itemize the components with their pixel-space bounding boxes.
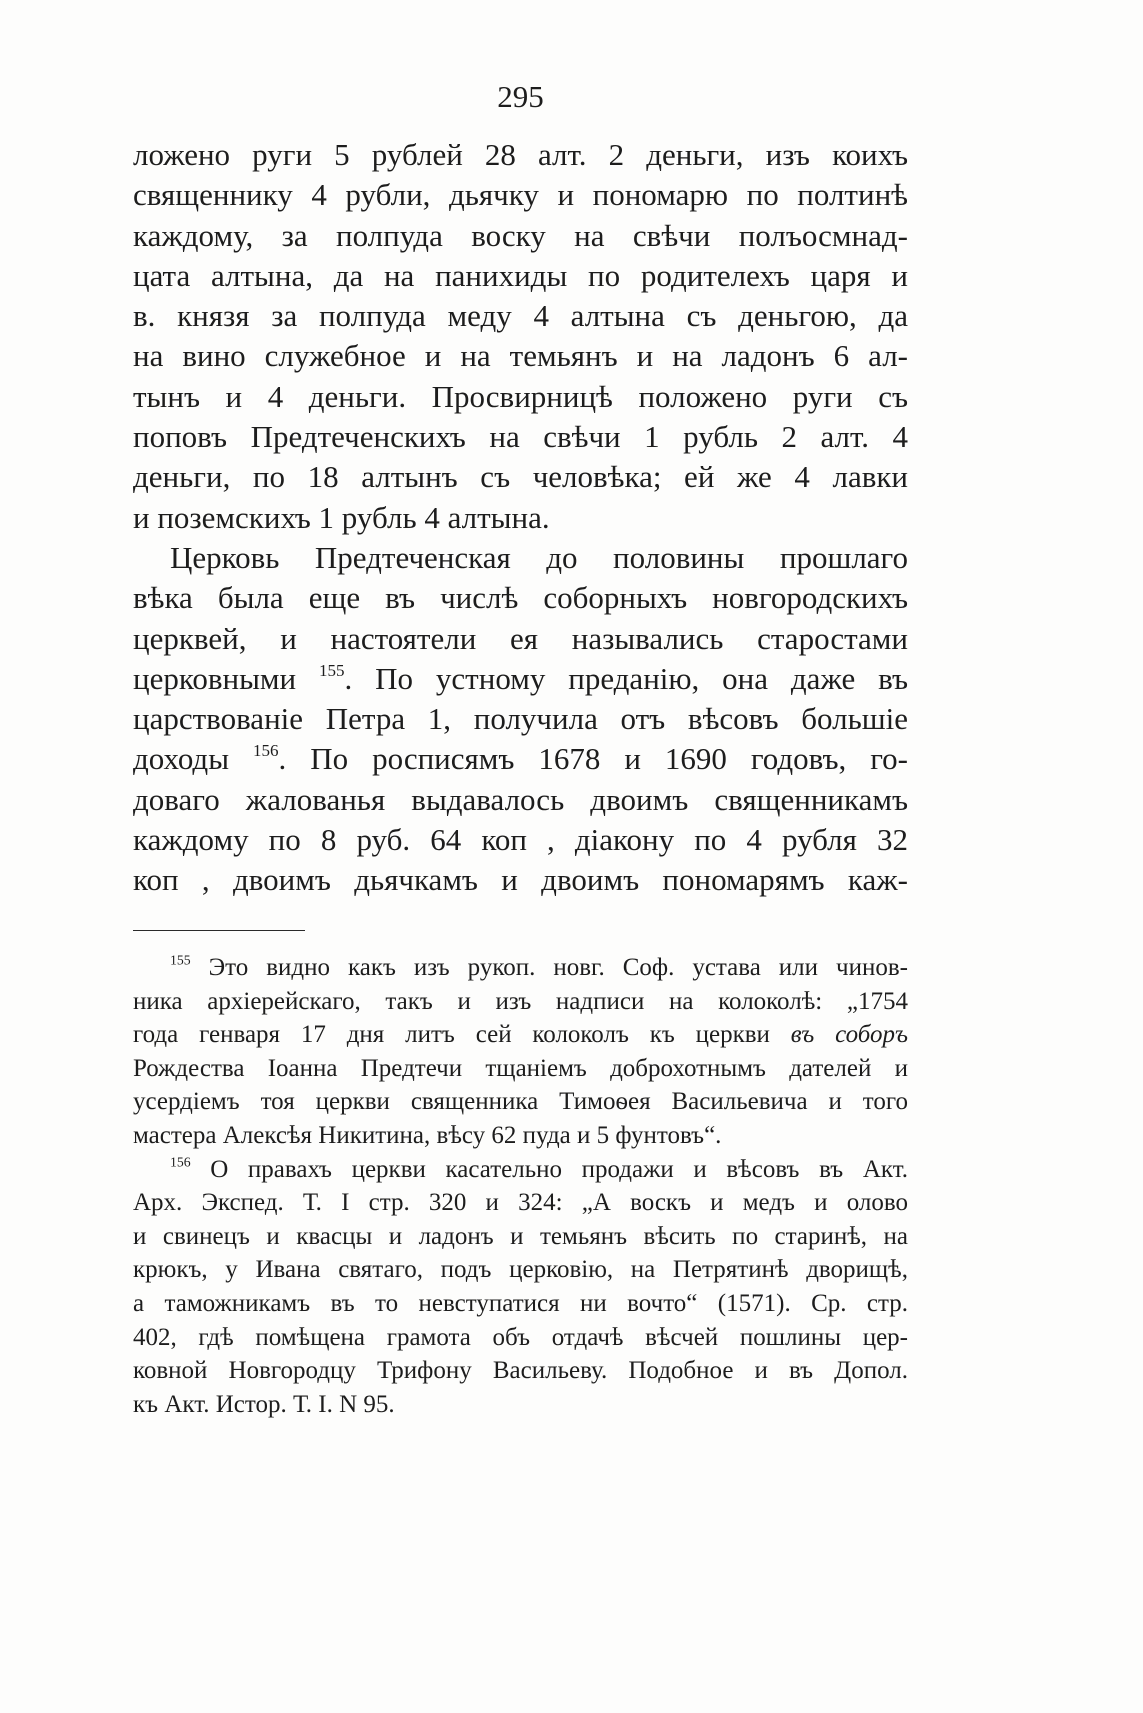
footnotes xyxy=(133,951,908,1421)
text-line: мастера Алексѣя Никитина, вѣсу 62 пуда и 5 фунтовъ“. xyxy=(133,1121,722,1149)
footnote-number: 156 xyxy=(170,1154,191,1170)
main-text xyxy=(133,135,908,901)
text-line xyxy=(133,951,908,985)
text-line: на вино служебное и на темьянъ и на ладонъ 6 ал- xyxy=(133,338,908,374)
text-line: каждому, за полпуда воску на свѣчи полъосмнад- xyxy=(133,217,908,253)
text-segment: церковными xyxy=(133,660,319,696)
italic-text: въ соборъ xyxy=(790,1021,908,1049)
text-line: вѣка была еще въ числѣ соборныхъ новгородскихъ xyxy=(133,580,908,616)
text-line xyxy=(133,659,908,699)
text-line xyxy=(133,739,908,779)
text-line: ковной Новгородцу Трифону Васильеву. Подобное и въ Допол. xyxy=(133,1357,908,1385)
footnote xyxy=(133,1153,908,1422)
text-line: царствованіе Петра 1, получила отъ вѣсовъ большіе xyxy=(133,701,908,737)
text-line: Церковь Предтеченская до половины прошлаго xyxy=(170,539,908,575)
footnote-ref: 156 xyxy=(252,741,279,761)
paragraph xyxy=(133,135,908,538)
text-line: доваго жалованья выдавалось двоимъ священникамъ xyxy=(133,781,908,817)
footnote-separator xyxy=(133,930,305,931)
text-segment: О правахъ церкви касательно продажи и вѣсовъ въ Акт. xyxy=(210,1155,908,1183)
text-line xyxy=(133,1018,908,1052)
text-line: а таможникамъ въ то невступатися ни вочто“ (1571). Ср. стр. xyxy=(133,1289,908,1317)
footnote-number: 155 xyxy=(170,952,191,968)
text-line: каждому по 8 руб. 64 коп , діакону по 4 рубля 32 xyxy=(133,822,908,858)
text-line: ложено руги 5 рублей 28 алт. 2 деньги, изъ коихъ xyxy=(133,137,908,172)
text-line: и свинецъ и квасцы и ладонъ и темьянъ вѣсить по старинѣ, на xyxy=(133,1222,908,1250)
text-line: Арх. Экспед. Т. I стр. 320 и 324: „А воскъ и медъ и олово xyxy=(133,1189,908,1217)
text-line: поповъ Предтеченскихъ на свѣчи 1 рубль 2 алт. 4 xyxy=(133,419,908,455)
text-line: ника архіерейскаго, такъ и изъ надписи на колоколѣ: „1754 xyxy=(133,987,908,1015)
footnote xyxy=(133,951,908,1153)
text-line: 402, гдѣ помѣщена грамота объ отдачѣ вѣсчей пошлины цер- xyxy=(133,1323,908,1351)
text-line: церквей, и настоятели ея назывались старостами xyxy=(133,620,908,656)
text-line: тынъ и 4 деньги. Просвирницѣ положено руги съ xyxy=(133,378,908,414)
text-line: крюкъ, у Ивана святаго, подъ церковію, на Петрятинѣ дворищѣ, xyxy=(133,1256,908,1284)
text-segment: Это видно какъ изъ рукоп. новг. Соф. устава или чинов- xyxy=(208,954,908,981)
page-number: 295 xyxy=(497,79,544,114)
paragraph xyxy=(133,538,908,901)
text-segment: . По росписямъ 1678 и 1690 годовъ, го- xyxy=(278,741,908,777)
text-line: Рождества Іоанна Предтечи тщаніемъ доброхотнымъ дателей и xyxy=(133,1054,908,1082)
text-line: деньги, по 18 алтынъ съ человѣка; ей же 4 лавки xyxy=(133,459,908,495)
text-line xyxy=(133,1153,908,1187)
text-line: священнику 4 рубли, дьячку и пономарю по полтинѣ xyxy=(133,177,908,213)
text-line: къ Акт. Истор. Т. I. N 95. xyxy=(133,1390,395,1418)
text-segment: . По устному преданію, она даже въ xyxy=(344,660,908,696)
text-segment: года генваря 17 дня литъ сей колоколъ къ церкви xyxy=(133,1021,791,1049)
footnote-ref: 155 xyxy=(318,661,345,681)
text-line: в. князя за полпуда меду 4 алтына съ деньгою, да xyxy=(133,298,908,334)
text-line: и поземскихъ 1 рубль 4 алтына. xyxy=(133,499,550,535)
text-segment: доходы xyxy=(133,741,253,777)
text-line: цата алтына, да на панихиды по родителехъ царя и xyxy=(133,257,908,293)
text-line: усердіемъ тоя церкви священника Тимоѳея Васильевича и того xyxy=(133,1088,908,1116)
text-line: коп , двоимъ дьячкамъ и двоимъ пономарямъ каж- xyxy=(133,862,908,898)
